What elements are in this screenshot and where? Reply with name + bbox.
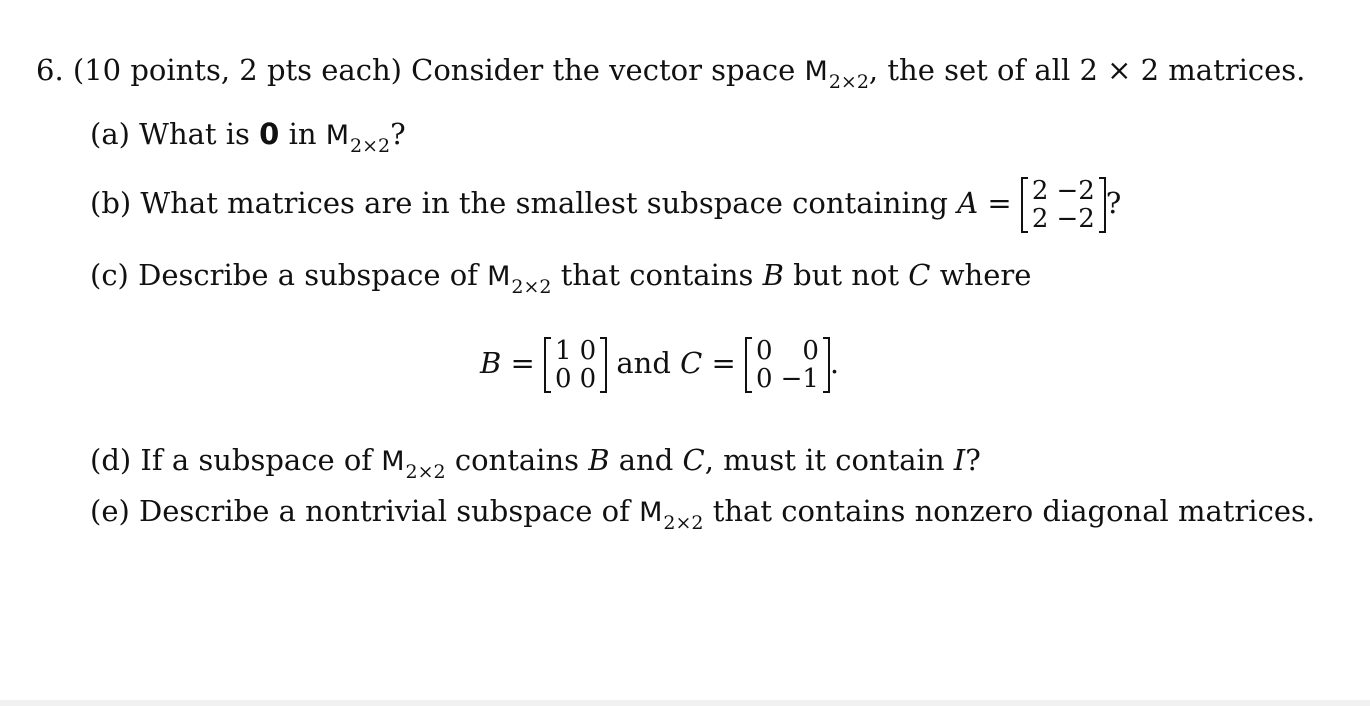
part-a-text: What is bbox=[139, 117, 250, 151]
space-symbol: M bbox=[487, 261, 511, 292]
space-symbol: M bbox=[381, 446, 405, 477]
part-c-but-not: but not bbox=[793, 258, 900, 292]
matrix-cell: 0 bbox=[802, 336, 819, 366]
var-B: B bbox=[588, 443, 610, 477]
space-symbol: M bbox=[325, 120, 350, 151]
part-a-in: in bbox=[288, 117, 317, 151]
part-d-end: ? bbox=[965, 443, 981, 477]
zero-vector: 0 bbox=[259, 117, 280, 151]
space-subscript: 2×2 bbox=[350, 135, 391, 157]
eq-B-label: B = bbox=[480, 346, 535, 380]
part-c-where: where bbox=[939, 258, 1032, 292]
eq-C-label: C = bbox=[680, 346, 736, 380]
var-C: C bbox=[908, 258, 931, 292]
part-c bbox=[90, 257, 1031, 297]
matrix-cell: 0 bbox=[555, 364, 572, 394]
part-d-text: If a subspace of bbox=[140, 443, 373, 477]
part-b-end: ? bbox=[1105, 186, 1122, 220]
eq-period: . bbox=[829, 346, 840, 380]
part-d-contains: contains bbox=[454, 443, 580, 477]
part-e-text: Describe a nontrivial subspace of bbox=[139, 494, 630, 528]
part-b bbox=[90, 170, 1121, 236]
part-a-label: (a) bbox=[90, 117, 130, 151]
matrix-cell: 0 bbox=[579, 364, 597, 394]
part-e-end: that contains nonzero diagonal matrices. bbox=[712, 494, 1316, 528]
part-e-label: (e) bbox=[90, 494, 130, 528]
matrix-cell: 0 bbox=[579, 336, 597, 366]
matrix-A bbox=[1021, 177, 1106, 233]
var-A: A bbox=[957, 186, 979, 220]
matrix-cell: 2 bbox=[1031, 204, 1049, 234]
matrix-cell: 1 bbox=[555, 336, 572, 366]
var-I: I bbox=[953, 443, 966, 477]
part-a-end: ? bbox=[390, 117, 406, 151]
space-symbol: M bbox=[804, 56, 828, 87]
space-subscript: 2×2 bbox=[828, 71, 869, 93]
part-c-contains: that contains bbox=[560, 258, 754, 292]
part-d-and: and bbox=[618, 443, 674, 477]
part-b-text: What matrices are in the smallest subspace containing bbox=[140, 186, 948, 220]
matrix-C bbox=[745, 337, 830, 393]
part-c-display-equation bbox=[480, 330, 839, 396]
matrix-cell: 0 bbox=[756, 364, 773, 394]
part-d bbox=[90, 442, 981, 482]
space-subscript: 2×2 bbox=[511, 276, 552, 298]
matrix-cell: −2 bbox=[1056, 176, 1095, 206]
part-a bbox=[90, 116, 406, 156]
part-d-must: , must it contain bbox=[704, 443, 945, 477]
eq-and: and bbox=[616, 346, 671, 380]
bottom-band bbox=[0, 700, 1370, 706]
matrix-cell: −2 bbox=[1056, 204, 1095, 234]
problem-statement bbox=[36, 52, 1305, 92]
equals-sign: = bbox=[987, 186, 1012, 220]
matrix-cell: 2 bbox=[1031, 176, 1049, 206]
space-symbol: M bbox=[639, 497, 663, 528]
part-c-label: (c) bbox=[90, 258, 129, 292]
space-subscript: 2×2 bbox=[405, 461, 446, 483]
matrix-cell: 0 bbox=[756, 336, 773, 366]
space-subscript: 2×2 bbox=[663, 512, 704, 534]
var-C: C bbox=[682, 443, 705, 477]
part-e bbox=[90, 493, 1315, 533]
matrix-B bbox=[544, 337, 607, 393]
matrix-cell: −1 bbox=[780, 364, 819, 394]
var-B: B bbox=[762, 258, 784, 292]
part-d-label: (d) bbox=[90, 443, 132, 477]
problem-number: 6. bbox=[36, 53, 64, 87]
problem-intro-end: , the set of all 2 × 2 matrices. bbox=[868, 53, 1306, 87]
problem-intro: (10 points, 2 pts each) Consider the vector space bbox=[72, 53, 796, 87]
part-b-label: (b) bbox=[90, 186, 132, 220]
part-c-text: Describe a subspace of bbox=[138, 258, 478, 292]
